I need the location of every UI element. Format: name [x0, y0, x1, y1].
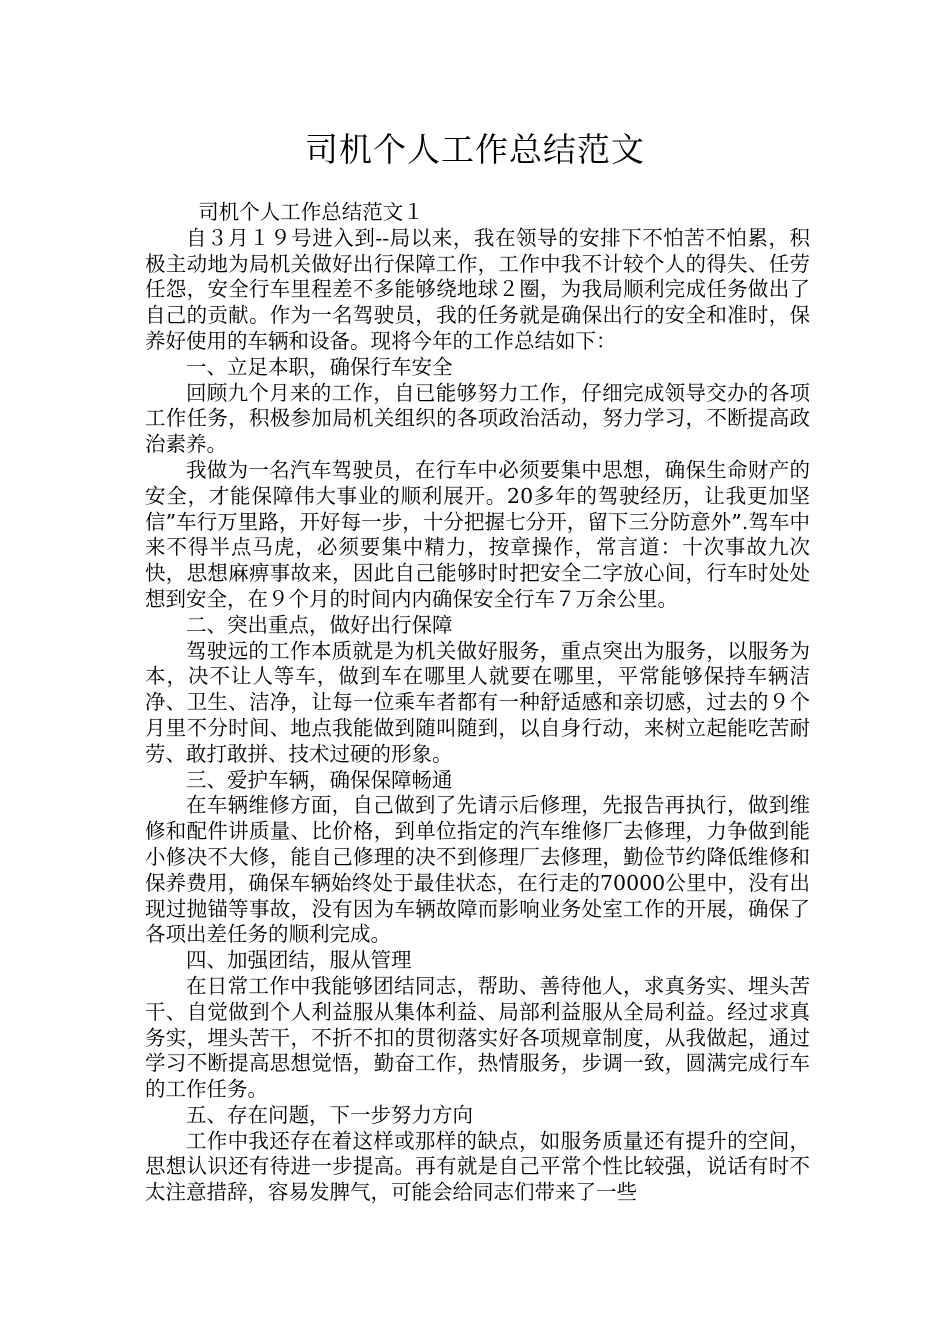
document-body — [145, 200, 810, 1206]
page-title: 司机个人工作总结范文 — [305, 130, 645, 169]
section-heading: 四、加强团结，服从管理 — [186, 948, 412, 973]
section-heading: 二、突出重点，做好出行保障 — [186, 612, 453, 637]
section-heading: 三、爱护车辆，确保保障畅通 — [186, 767, 453, 792]
paragraph: 自３月１９号进入到--局以来，我在领导的安排下不怕苦不怕累，积极主动地为局机关做好出行保障工作，工作中我不计较个人的得失、任劳任怨，安全行车里程差不多能够绕地球２圈，为我局顺利完成任务做出了自己的贡献。作为一名驾驶员，我的任务就是确保出行的安全和准时，保养好使用的车辆和设备。现将今年的工作总结如下： — [145, 225, 810, 353]
section-subtitle: 司机个人工作总结范文１ — [198, 200, 424, 224]
section-heading: 五、存在问题，下一步努力方向 — [186, 1102, 473, 1127]
paragraph: 工作中我还存在着这样或那样的缺点，如服务质量还有提升的空间，思想认识还有待进一步提高。再有就是自己平常个性比较强，说话有时不太注意措辞，容易发脾气，可能会给同志们带来了一些 — [145, 1128, 810, 1205]
paragraph: 回顾九个月来的工作，自已能够努力工作，仔细完成领导交办的各项工作任务，积极参加局机关组织的各项政治活动，努力学习，不断提高政治素养。 — [145, 380, 810, 457]
paragraph: 我做为一名汽车驾驶员，在行车中必须要集中思想，确保生命财产的安全，才能保障伟大事业的顺利展开。20多年的驾驶经历，让我更加坚信”车行万里路，开好每一步，十分把握七分开，留下三分防意外”.驾车中来不得半点马虎，必须要集中精力，按章操作，常言道：十次事故九次快，思想麻痹事故来，因此自己能够时时把安全二字放心间，行车时处处想到安全，在９个月的时间内内确保安全行车７万余公里。 — [145, 457, 810, 611]
section-heading: 一、立足本职，确保行车安全 — [186, 354, 453, 379]
paragraph: 在车辆维修方面，自己做到了先请示后修理，先报告再执行，做到维修和配件讲质量、比价格，到单位指定的汽车维修厂去修理，力争做到能小修决不大修，能自己修理的决不到修理厂去修理，勤俭节约降低维修和保养费用，确保车辆始终处于最佳状态，在行走的70000公里中，没有出现过抛锚等事故，没有因为车辆故障而影响业务处室工作的开展，确保了各项出差任务的顺利完成。 — [145, 793, 810, 947]
paragraph: 驾驶远的工作本质就是为机关做好服务，重点突出为服务，以服务为本，决不让人等车，做到车在哪里人就要在哪里，平常能够保持车辆洁净、卫生、洁净，让每一位乘车者都有一种舒适感和亲切感，过去的９个月里不分时间、地点我能做到随叫随到，以自身行动，来树立起能吃苦耐劳、敢打敢拼、技术过硬的形象。 — [145, 638, 810, 766]
paragraph: 在日常工作中我能够团结同志，帮助、善待他人，求真务实、埋头苦干、自觉做到个人利益服从集体利益、局部利益服从全局利益。经过求真务实，埋头苦干，不折不扣的贯彻落实好各项规章制度，从我做起，通过学习不断提高思想觉悟，勤奋工作，热情服务，步调一致，圆满完成行车的工作任务。 — [145, 973, 810, 1102]
